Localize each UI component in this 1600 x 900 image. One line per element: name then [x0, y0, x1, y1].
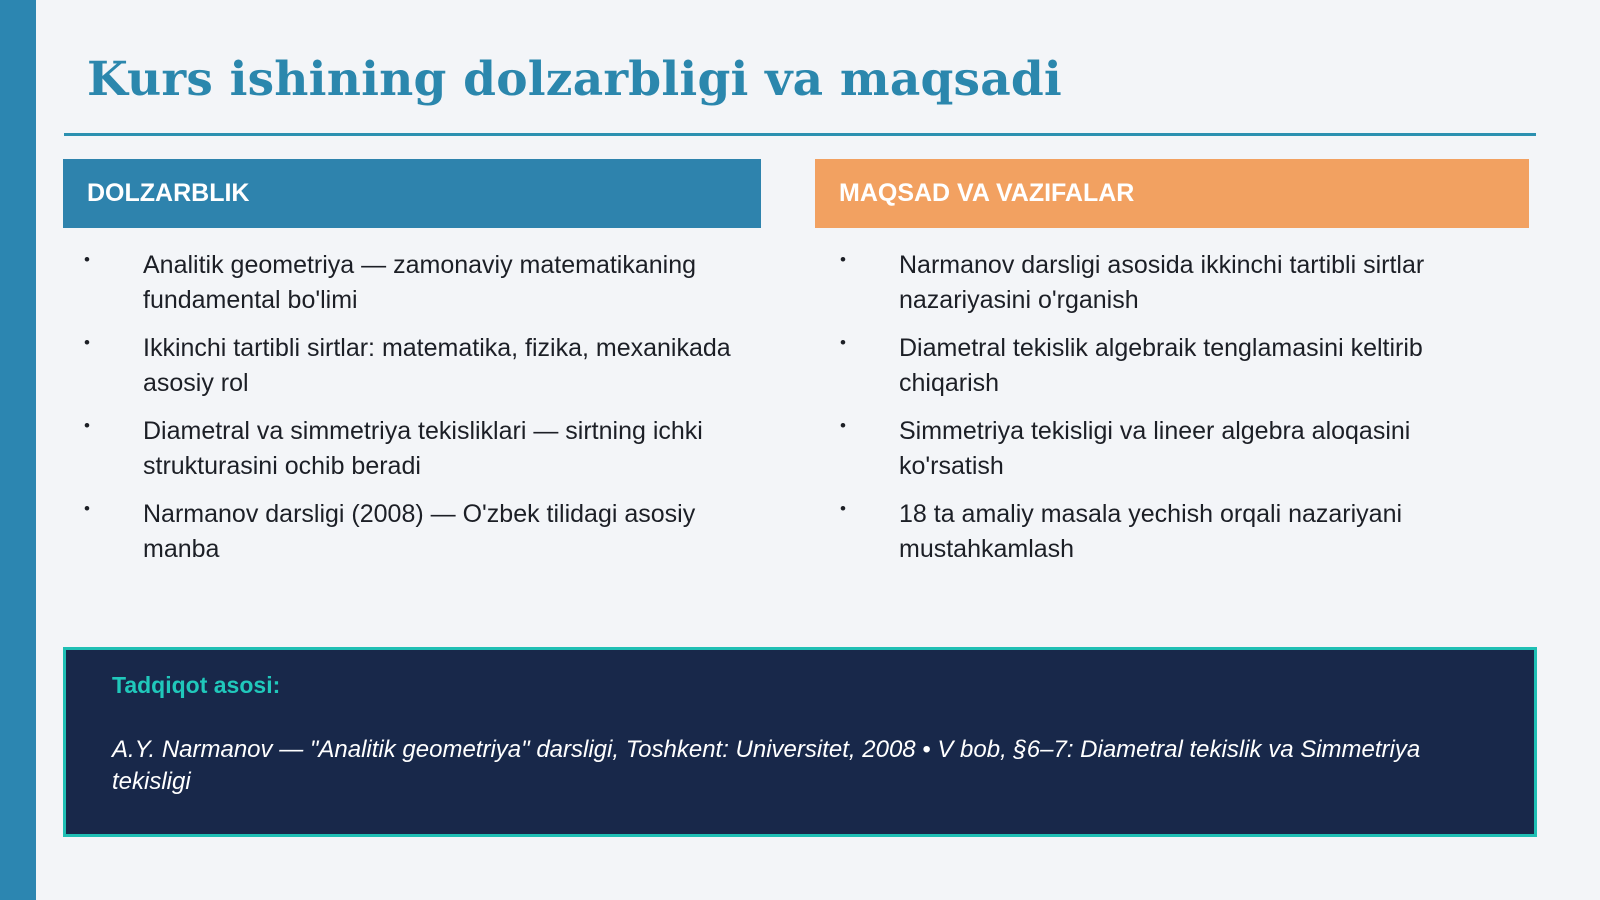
maqsad-list: [840, 248, 1520, 580]
bullet-icon: •: [840, 250, 846, 269]
list-item: [84, 414, 744, 484]
list-item-text: Analitik geometriya — zamonaviy matematikaning fundamental bo'limi: [143, 251, 697, 314]
list-item: [84, 248, 744, 318]
list-item: [840, 248, 1520, 318]
maqsad-header: [815, 159, 1529, 228]
bullet-icon: •: [840, 499, 846, 518]
list-item: [840, 414, 1520, 484]
list-item-text: Diametral tekislik algebraik tenglamasini keltirib chiqarish: [899, 334, 1423, 397]
list-item-text: Diametral va simmetriya tekisliklari — sirtning ichki strukturasini ochib beradi: [143, 417, 703, 480]
source-title: Tadqiqot asosi:: [112, 672, 281, 698]
bullet-icon: •: [84, 416, 90, 435]
dolzarblik-list: [84, 248, 744, 580]
source-box: [63, 647, 1537, 837]
bullet-icon: •: [84, 499, 90, 518]
dolzarblik-header-label: DOLZARBLIK: [87, 179, 250, 207]
list-item: [840, 497, 1520, 567]
list-item: [84, 497, 744, 567]
dolzarblik-header: [63, 159, 761, 228]
bullet-icon: •: [84, 250, 90, 269]
bullet-icon: •: [840, 333, 846, 352]
list-item: [84, 331, 744, 401]
source-text: A.Y. Narmanov — "Analitik geometriya" darsligi, Toshkent: Universitet, 2008 • V bob, §6–7: Diametral tekislik va Simmetriya tekisligi: [112, 736, 1421, 795]
left-accent-stripe: [0, 0, 36, 900]
list-item-text: Narmanov darsligi (2008) — O'zbek tilidagi asosiy manba: [143, 500, 696, 563]
title-divider: [64, 133, 1536, 136]
bullet-icon: •: [84, 333, 90, 352]
maqsad-header-label: MAQSAD VA VAZIFALAR: [839, 179, 1135, 207]
bullet-icon: •: [840, 416, 846, 435]
list-item-text: 18 ta amaliy masala yechish orqali nazariyani mustahkamlash: [899, 500, 1403, 563]
list-item-text: Ikkinchi tartibli sirtlar: matematika, fizika, mexanikada asosiy rol: [143, 334, 731, 397]
slide-title: Kurs ishining dolzarbligi va maqsadi: [87, 52, 1062, 107]
list-item: [840, 331, 1520, 401]
list-item-text: Simmetriya tekisligi va lineer algebra aloqasini ko'rsatish: [899, 417, 1411, 480]
list-item-text: Narmanov darsligi asosida ikkinchi tartibli sirtlar nazariyasini o'rganish: [899, 251, 1425, 314]
